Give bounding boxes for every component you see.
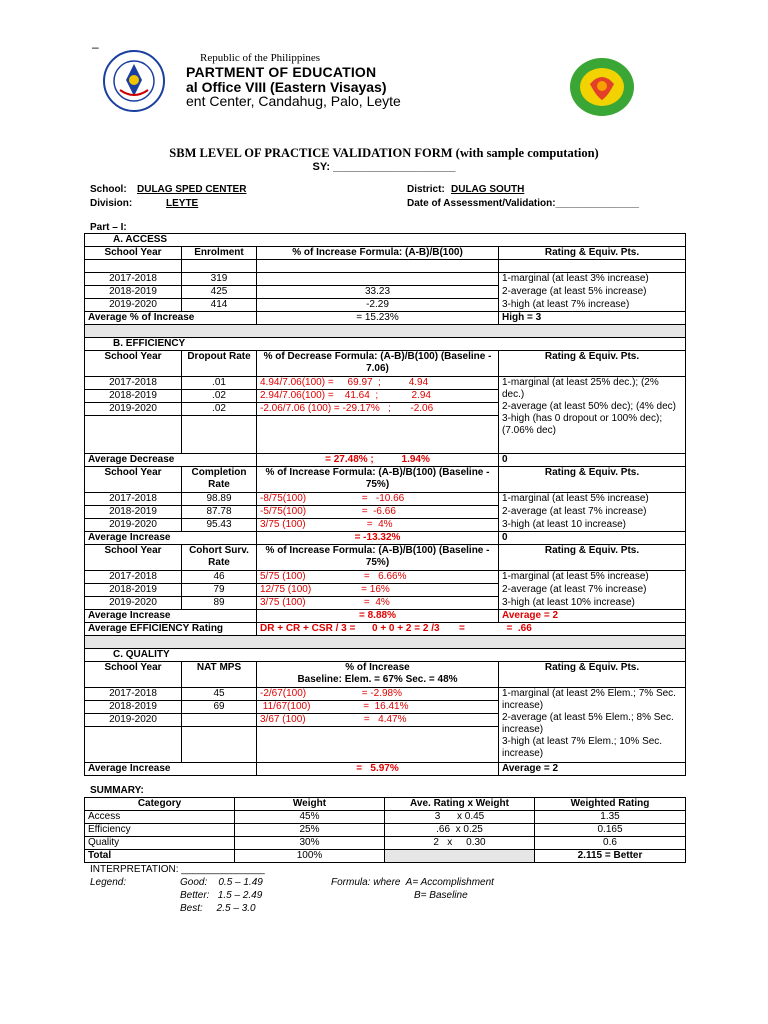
table-row [85, 597, 686, 610]
col-header-rating: Rating & Equiv. Pts. [499, 662, 686, 688]
cell-calc: -2/67(100) = -2.98% [257, 688, 499, 701]
cell-calc: 12/75 (100) = 16% [257, 584, 499, 597]
summary-total-rating: 2.115 = Better [535, 850, 686, 863]
cohort-average-rating: Average = 2 [499, 610, 686, 623]
quality-rating-criteria: 1-marginal (at least 2% Elem.; 7% Sec. increase) 2-average (at least 5% Elem.; 8% Sec. increase) 3-high (at least 7% Elem.; 10% Sec. increase) [499, 688, 686, 763]
header-dash: – [92, 40, 99, 54]
col-header-rating: Rating & Equiv. Pts. [499, 247, 686, 260]
school-year-line: SY: ____________________ [312, 161, 456, 173]
table-row [85, 377, 686, 390]
summary-weight: 45% [235, 811, 385, 824]
col-header-formula: % of Decrease Formula: (A-B)/B(100) (Baseline - 7.06) [257, 351, 499, 377]
cell-nat-mps: 69 [182, 701, 257, 714]
col-header-school-year: School Year [85, 247, 182, 260]
summary-heading: SUMMARY: [90, 785, 144, 796]
cell-calc: 5/75 (100) = 6.66% [257, 571, 499, 584]
rating-high: 3-high (at least 10 increase) [499, 519, 686, 532]
access-heading: A. ACCESS [85, 234, 686, 247]
cell-year: 2019-2020 [85, 597, 182, 610]
cell-completion: 95.43 [182, 519, 257, 532]
cell-calc: 2.94/7.06(100) = 41.64 ; 2.94 [257, 390, 499, 403]
cell-year: 2019-2020 [85, 714, 182, 727]
summary-header-weighted-rating: Weighted Rating [535, 798, 686, 811]
department-line: PARTMENT OF EDUCATION [186, 64, 377, 80]
cell-year: 2017-2018 [85, 273, 182, 286]
table-row [85, 688, 686, 701]
part-label: Part – I: [90, 222, 127, 233]
col-header-school-year: School Year [85, 467, 182, 493]
col-header-rating: Rating & Equiv. Pts. [499, 545, 686, 571]
school-label: School: [90, 184, 127, 195]
table-row [85, 824, 686, 837]
cell-enrolment: 414 [182, 299, 257, 312]
col-header-enrolment: Enrolment [182, 247, 257, 260]
table-row [85, 286, 686, 299]
cell-completion: 87.78 [182, 506, 257, 519]
cell-year: 2017-2018 [85, 571, 182, 584]
cell-year: 2019-2020 [85, 299, 182, 312]
dropout-average-value: = 27.48% ; 1.94% [257, 454, 499, 467]
cell-cohort: 79 [182, 584, 257, 597]
formula-accomplishment: Formula: where A= Accomplishment [331, 877, 494, 888]
rating-average: 2-average (at least 7% increase) [499, 506, 686, 519]
quality-average-rating: Average = 2 [499, 763, 686, 776]
division-value: LEYTE [166, 198, 199, 209]
cell-cohort: 89 [182, 597, 257, 610]
col-header-formula: % of Increase Formula: (A-B)/B(100) (Baseline - 75%) [257, 467, 499, 493]
cell-year: 2018-2019 [85, 286, 182, 299]
table-row [85, 571, 686, 584]
summary-category: Efficiency [85, 824, 235, 837]
table-row [85, 506, 686, 519]
col-header-school-year: School Year [85, 545, 182, 571]
access-average-label: Average % of Increase [85, 312, 257, 325]
efficiency-overall-value: DR + CR + CSR / 3 = 0 + 0 + 2 = 2 /3 = = .66 [257, 623, 686, 636]
summary-total-label: Total [85, 850, 235, 863]
table-row [85, 837, 686, 850]
col-header-rating: Rating & Equiv. Pts. [499, 467, 686, 493]
summary-calc: 3 x 0.45 [385, 811, 535, 824]
legend-label: Legend: [90, 877, 127, 888]
school-value: DULAG SPED CENTER [137, 184, 247, 195]
col-header-completion-rate: Completion Rate [182, 467, 257, 493]
rating-average: 2-average (at least 5% increase) [499, 286, 686, 299]
dropout-average-label: Average Decrease [85, 454, 257, 467]
cell-calc: 11/67(100) = 16.41% [257, 701, 499, 714]
cell-year: 2017-2018 [85, 493, 182, 506]
cell-nat-mps [182, 714, 257, 727]
quality-heading: C. QUALITY [85, 649, 686, 662]
cell-cohort: 46 [182, 571, 257, 584]
summary-header-category: Category [85, 798, 235, 811]
district-label: District: [407, 184, 445, 195]
cell-calc: 3/75 (100) = 4% [257, 519, 499, 532]
summary-header-ave-rating: Ave. Rating x Weight [385, 798, 535, 811]
cell-percent [257, 273, 499, 286]
cell-dropout: .01 [182, 377, 257, 390]
access-average-value: = 15.23% [257, 312, 499, 325]
summary-weight: 25% [235, 824, 385, 837]
rating-high: 3-high (at least 7% increase) [499, 299, 686, 312]
table-row [85, 273, 686, 286]
completion-average-value: = -13.32% [257, 532, 499, 545]
cell-calc: 3/75 (100) = 4% [257, 597, 499, 610]
col-header-dropout-rate: Dropout Rate [182, 351, 257, 377]
table-row [85, 811, 686, 824]
col-header-formula [257, 662, 499, 688]
cell-nat-mps: 45 [182, 688, 257, 701]
address-line: ent Center, Candahug, Palo, Leyte [186, 93, 401, 109]
summary-category: Access [85, 811, 235, 824]
col-header-cohort-survival: Cohort Surv. Rate [182, 545, 257, 571]
interpretation-line: INTERPRETATION: _______________ [90, 864, 265, 875]
cell-year: 2017-2018 [85, 688, 182, 701]
form-title: SBM LEVEL OF PRACTICE VALIDATION FORM (with sample computation) [169, 146, 599, 160]
deped-eastern-visayas-logo-icon [568, 56, 636, 118]
summary-total-blank [385, 850, 535, 863]
legend-good: Good: 0.5 – 1.49 [180, 877, 263, 888]
completion-average-label: Average Increase [85, 532, 257, 545]
summary-calc: .66 x 0.25 [385, 824, 535, 837]
cohort-average-label: Average Increase [85, 610, 257, 623]
summary-calc: 2 x 0.30 [385, 837, 535, 850]
col-header-rating: Rating & Equiv. Pts. [499, 351, 686, 377]
deped-seal-icon [90, 50, 178, 112]
dropout-rating-criteria: 1-marginal (at least 25% dec.); (2% dec.) 2-average (at least 50% dec); (4% dec) 3-high (has 0 dropout or 100% dec); (7.06% dec) [499, 377, 686, 454]
district-value: DULAG SOUTH [451, 184, 525, 195]
table-row [85, 493, 686, 506]
cell-calc: 3/67 (100) = 4.47% [257, 714, 499, 727]
access-average-rating: High = 3 [499, 312, 686, 325]
cell-year: 2018-2019 [85, 390, 182, 403]
col-header-formula: % of Increase Formula: (A-B)/B(100) [257, 247, 499, 260]
cell-dropout: .02 [182, 403, 257, 416]
cell-calc: -2.06/7.06 (100) = -29.17% ; -2.06 [257, 403, 499, 416]
cell-calc: -5/75(100) = -6.66 [257, 506, 499, 519]
cell-enrolment: 425 [182, 286, 257, 299]
cell-dropout: .02 [182, 390, 257, 403]
main-validation-table [84, 233, 686, 776]
cohort-average-value: = 8.88% [257, 610, 499, 623]
col-header-nat-mps: NAT MPS [182, 662, 257, 688]
rating-marginal: 1-marginal (at least 5% increase) [499, 493, 686, 506]
efficiency-overall-label: Average EFFICIENCY Rating [85, 623, 257, 636]
dropout-average-rating: 0 [499, 454, 686, 467]
rating-marginal: 1-marginal (at least 5% increase) [499, 571, 686, 584]
completion-average-rating: 0 [499, 532, 686, 545]
col-header-formula: % of Increase Formula: (A-B)/B(100) (Baseline - 75%) [257, 545, 499, 571]
summary-category: Quality [85, 837, 235, 850]
formula-baseline: Baseline: Elem. = 67% Sec. = 48% [297, 674, 458, 685]
cell-year: 2018-2019 [85, 701, 182, 714]
legend-best: Best: 2.5 – 3.0 [180, 903, 256, 914]
date-of-assessment: Date of Assessment/Validation:_______________ [407, 198, 639, 209]
table-row [85, 584, 686, 597]
summary-weighted: 1.35 [535, 811, 686, 824]
summary-table [84, 797, 686, 863]
regional-office-line: al Office VIII (Eastern Visayas) [186, 79, 387, 95]
summary-weight: 30% [235, 837, 385, 850]
cell-percent: -2.29 [257, 299, 499, 312]
cell-calc: -8/75(100) = -10.66 [257, 493, 499, 506]
cell-year: 2019-2020 [85, 519, 182, 532]
table-row [85, 299, 686, 312]
col-header-school-year: School Year [85, 351, 182, 377]
summary-header-weight: Weight [235, 798, 385, 811]
cell-completion: 98.89 [182, 493, 257, 506]
rating-marginal: 1-marginal (at least 3% increase) [499, 273, 686, 286]
formula-baseline-note: B= Baseline [414, 890, 468, 901]
rating-average: 2-average (at least 7% increase) [499, 584, 686, 597]
legend-better: Better: 1.5 – 2.49 [180, 890, 263, 901]
table-row [85, 519, 686, 532]
quality-average-label: Average Increase [85, 763, 257, 776]
cell-year: 2019-2020 [85, 403, 182, 416]
summary-weighted: 0.6 [535, 837, 686, 850]
summary-weighted: 0.165 [535, 824, 686, 837]
summary-total-weight: 100% [235, 850, 385, 863]
division-label: Division: [90, 198, 133, 209]
cell-year: 2018-2019 [85, 506, 182, 519]
efficiency-heading: B. EFFICIENCY [85, 338, 686, 351]
cell-calc: 4.94/7.06(100) = 69.97 ; 4.94 [257, 377, 499, 390]
quality-average-value: = 5.97% [257, 763, 499, 776]
cell-percent: 33.23 [257, 286, 499, 299]
republic-line: Republic of the Philippines [200, 52, 321, 64]
col-header-school-year: School Year [85, 662, 182, 688]
cell-enrolment: 319 [182, 273, 257, 286]
cell-year: 2017-2018 [85, 377, 182, 390]
cell-year: 2018-2019 [85, 584, 182, 597]
formula-title: % of Increase [345, 662, 410, 673]
rating-high: 3-high (at least 10% increase) [499, 597, 686, 610]
